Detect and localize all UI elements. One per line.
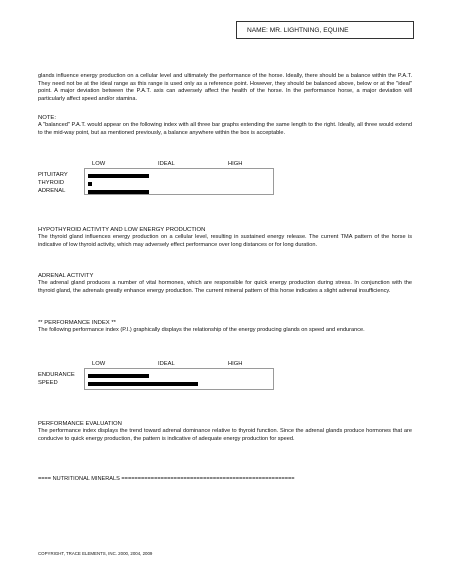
pi-axis-ideal: IDEAL (158, 361, 175, 367)
pat-bar-adrenal (88, 190, 149, 194)
note-paragraph: A "balanced" P.A.T. would appear on the following index with all three bar graphs extending the same length to the right. Ideally, all three would extend to the mid-way point, but as mentioned previously, a balance anywhere within the box is acceptable. (38, 122, 412, 136)
pat-bar-thyroid (88, 182, 92, 186)
pi-axis-low: LOW (92, 361, 106, 367)
pat-axis-ideal: IDEAL (158, 161, 175, 167)
patient-name-box (236, 21, 414, 39)
patient-name-label: NAME: MR. LIGHTNING, EQUINE (247, 26, 349, 34)
pat-row-label-thyroid: THYROID (38, 180, 65, 186)
performance-index-paragraph: The following performance index (P.I.) graphically displays the relationship of the energy producing glands on speed and endurance. (38, 327, 365, 333)
pat-axis-high: HIGH (228, 161, 243, 167)
pi-row-label-speed: SPEED (38, 380, 58, 386)
intro-paragraph: glands influence energy production on a cellular level and ultimately the performance of the horse. Ideally, there should be a balance within the P.A.T. They need not be at the ideal range as this range is used only as a reference point. However, they should be balanced above, below or at the "ideal" point. A major deviation between the P.A.T. axis can adversely affect the health of the horse. In the performance horse, a major deviation will particularly affect speed and/or stamina. (38, 73, 412, 102)
adrenal-title: ADRENAL ACTIVITY (38, 273, 94, 279)
hypothyroid-title: HYPOTHYROID ACTIVITY AND LOW ENERGY PRODUCTION (38, 227, 206, 233)
copyright-footer: COPYRIGHT, TRACE ELEMENTS, INC. 2000, 2004, 2009 (38, 551, 153, 556)
pi-bar-speed (88, 382, 198, 386)
hypothyroid-paragraph: The thyroid gland influences energy production on a cellular level, resulting in sustained energy release. The current TMA pattern of the horse is indicative of low thyroid activity, which may adversely effect performance over long distances or for long duration. (38, 234, 412, 248)
evaluation-title: PERFORMANCE EVALUATION (38, 421, 122, 427)
pat-axis-low: LOW (92, 161, 106, 167)
nutritional-minerals-divider: ==== NUTRITIONAL MINERALS ===================================================== (38, 476, 295, 482)
pat-bar-pituitary (88, 174, 149, 178)
pat-row-label-pituitary: PITUITARY (38, 172, 68, 178)
pi-chart-frame (84, 368, 274, 390)
pi-bar-endurance (88, 374, 149, 378)
performance-index-title: ** PERFORMANCE INDEX ** (38, 320, 116, 326)
evaluation-paragraph: The performance index displays the trend toward adrenal dominance relative to thyroid function. Since the adrenal glands produce hormones that are conducive to quick energy production, the pattern is indicative of adequate energy production for speed. (38, 428, 412, 442)
pi-row-label-endurance: ENDURANCE (38, 372, 75, 378)
adrenal-paragraph: The adrenal gland produces a number of vital hormones, which are responsible for quick energy production during stress. In conjunction with the thyroid gland, the adrenals greatly enhance energy production. The current mineral pattern of this horse indicates a slight adrenal insufficiency. (38, 280, 412, 294)
pat-row-label-adrenal: ADRENAL (38, 188, 66, 194)
note-title: NOTE: (38, 115, 56, 121)
pi-axis-high: HIGH (228, 361, 243, 367)
